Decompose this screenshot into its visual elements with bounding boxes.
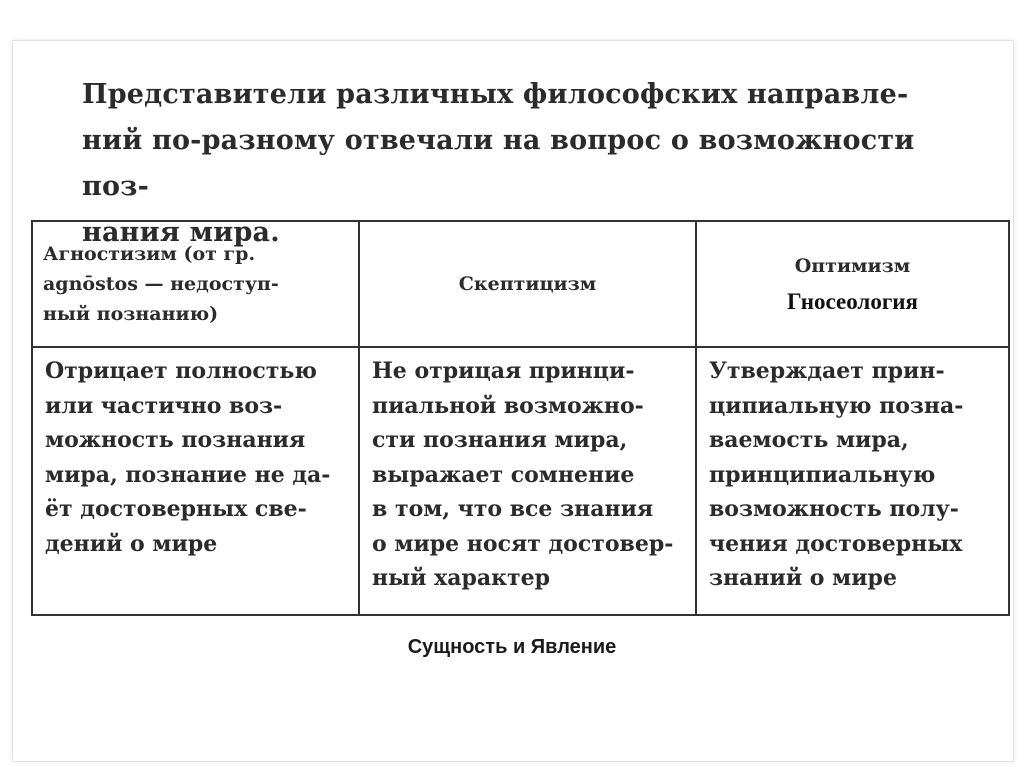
- header-line: agnōstos — недоступ-: [43, 273, 279, 295]
- cell-skepticism: [359, 347, 696, 615]
- cell-optimism: [696, 347, 1009, 615]
- footer-caption: Сущность и Явление: [407, 636, 617, 658]
- cell-line: Утверждает прин-: [709, 358, 945, 384]
- cell-line: ваемость мира,: [709, 427, 909, 453]
- intro-line: нания мира.: [82, 217, 280, 248]
- cell-line: возможность полу-: [709, 496, 959, 522]
- cell-line: в том, что все знания: [372, 496, 654, 522]
- cell-line: Отрицает полностью: [45, 358, 317, 384]
- header-line: ный познанию): [43, 303, 219, 325]
- header-optimism-label: Оптимизм: [794, 255, 911, 277]
- table-header-row: [32, 221, 1009, 347]
- cell-line: сти познания мира,: [372, 427, 628, 453]
- cell-line: ципиальную позна-: [709, 392, 964, 419]
- cell-line: дений о мире: [45, 530, 218, 557]
- cell-line: знаний о мире: [709, 565, 897, 591]
- intro-line: ний по-разному отвечали на вопрос о возможности поз-: [82, 125, 915, 202]
- cell-line: Не отрицая принци-: [372, 358, 635, 384]
- cell-line: можность познания: [45, 427, 306, 453]
- header-optimism: [696, 221, 1009, 347]
- cell-line: выражает сомнение: [372, 461, 635, 488]
- cell-line: или частично воз-: [45, 392, 283, 419]
- header-skepticism: Скептицизм: [359, 221, 696, 347]
- intro-line: Представители различных философских направле-: [82, 79, 909, 110]
- cell-agnosticism: [32, 347, 359, 615]
- cell-line: пиальной возможно-: [372, 392, 644, 419]
- comparison-table: [31, 220, 1010, 616]
- cell-line: ёт достоверных све-: [45, 496, 307, 522]
- cell-line: принципиальную: [709, 461, 936, 488]
- cell-line: о мире носят достовер-: [372, 530, 674, 557]
- table-row: [32, 347, 1009, 615]
- cell-line: мира, познание не да-: [45, 461, 331, 488]
- cell-line: чения достоверных: [709, 530, 963, 557]
- header-agnosticism: [32, 221, 359, 347]
- cell-line: ный характер: [372, 565, 551, 591]
- header-optimism-sub: Гносеология: [787, 289, 918, 314]
- header-line: Агностизим (от гр.: [43, 243, 256, 265]
